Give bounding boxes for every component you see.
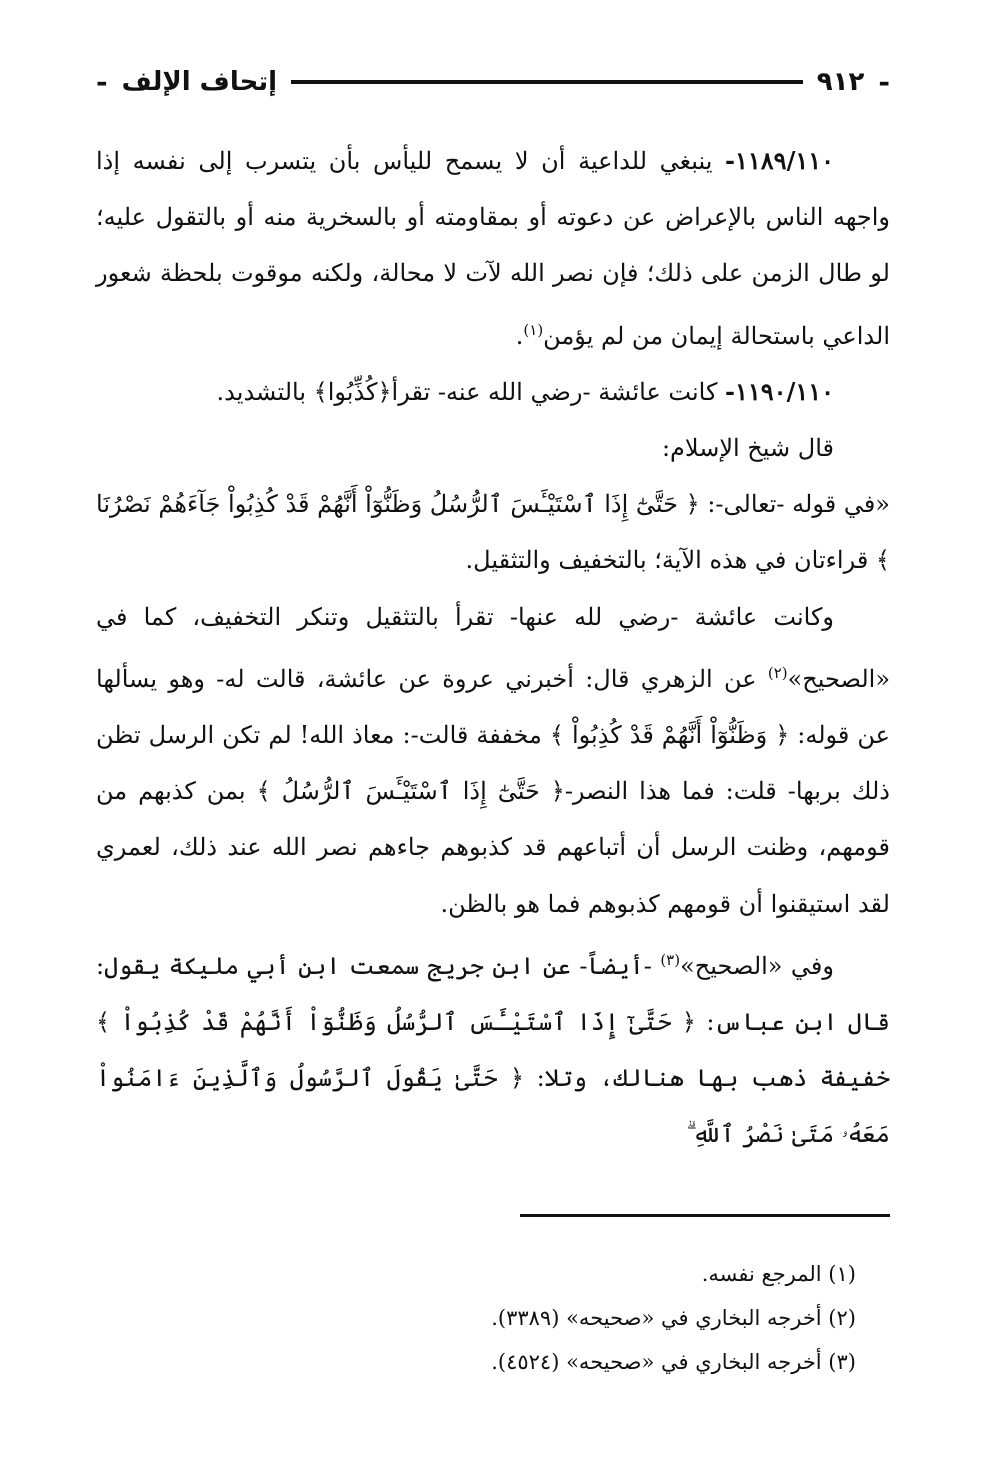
footnote-item: (١) المرجع نفسه.	[701, 1262, 856, 1286]
page-header	[96, 62, 890, 102]
footnotes	[96, 1252, 856, 1384]
paragraph-text: كانت عائشة -رضي الله عنه- تقرأ﴿كُذِّبُوا﴾ بالتشديد.	[216, 377, 726, 406]
footnote-item: (٣) أخرجه البخاري في «صحيحه» (٤٥٢٤).	[491, 1350, 856, 1374]
paragraph-ibn-abbas	[96, 932, 890, 1163]
footnote-marker: (١)	[523, 320, 544, 339]
page-number: ٩١٢	[816, 67, 865, 97]
paragraph-text: وفي «الصحيح»	[680, 951, 834, 980]
book-title: إتحاف الإلف	[121, 67, 278, 97]
paragraph-quote-intro: قال شيخ الإسلام:	[661, 434, 834, 463]
paragraph-text: وكانت عائشة -رضي لله عنها- تقرأ بالتثقيل وتنكر التخفيف، كما في «الصحيح»	[96, 602, 891, 693]
paragraph-verse-readings: «في قوله -تعالى-: ﴿ حَتَّىٰٓ إِذَا ٱسْتَيْـَٔسَ ٱلرُّسُلُ وَظَنُّوٓاْ أَنَّهُمْ قَدْ كُذِبُواْ جَآءَهُمْ نَصْرُنَا ﴾ قراءتان في هذه الآية؛ بالتخفيف والتثقيل.	[96, 490, 890, 575]
body-text	[96, 133, 890, 1163]
paragraph-aisha-hadith	[96, 589, 890, 932]
header-dash-right: -	[878, 65, 890, 98]
paragraph-text: عن الزهري قال: أخبرني عروة عن عائشة، قالت له- وهو يسألها عن قوله: ﴿ وَظَنُّوٓاْ أَنَّهُمْ قَدْ كُذِبُواْ ﴾ مخففة قالت-: معاذ الله! لم تكن الرسل تظن ذلك بربها- قلت: فما هذا النصر-﴿ حَتَّىٰٓ إِذَا ٱسْتَيْـَٔسَ ٱلرُّسُلُ ﴾ بمن كذبهم من قومهم، وظنت الرسل أن أتباعهم قد كذبوهم جاءهم نصر الله عند ذلك، لعمري لقد استيقنوا أن قومهم كذبوهم فما هو بالظن.	[96, 664, 890, 918]
paragraph-1189	[96, 133, 890, 364]
header-rule	[291, 80, 803, 84]
paragraph-text: ينبغي للداعية أن لا يسمح لليأس بأن يتسرب إلى نفسه إذا واجهه الناس بالإعراض عن دعوته أو بمقاومته أو بالسخرية منه أو بالتقول عليه؛ لو طال الزمن على ذلك؛ فإن نصر الله لآت لا محالة، ولكنه موقوت بلحظة شعور الداعي باستحالة إيمان من لم يؤمن	[96, 147, 890, 350]
paragraph-1190	[96, 364, 890, 420]
footnote-marker: (٢)	[767, 663, 788, 682]
paragraph-end: .	[515, 321, 524, 350]
reference-number: ١١٨٩/١١٠-	[725, 146, 834, 175]
reference-number: ١١٩٠/١١٠-	[725, 376, 834, 406]
paragraph-text: -أيضاً- عن ابن جريج سمعت ابن أبي مليكة يقول: قال ابن عباس: ﴿ حَتَّىٰٓ إِذَا ٱسْتَيْـَٔسَ ٱلرُّسُلُ وَظَنُّوٓاْ أَنَّهُمْ قَدْ كُذِبُواْ ﴾ خفيفة ذهب بها هنالك، وتلا: ﴿ حَتَّىٰ يَقُولَ ٱلرَّسُولُ وَٱلَّذِينَ ءَامَنُواْ مَعَهُۥ مَتَىٰ نَصْرُ ٱللَّهِ ۗ	[96, 951, 890, 1149]
footnote-item: (٢) أخرجه البخاري في «صحيحه» (٣٣٨٩).	[491, 1306, 856, 1330]
header-dash-left: -	[96, 65, 108, 98]
footnote-separator	[520, 1214, 890, 1217]
footnote-marker: (٣)	[660, 950, 681, 969]
